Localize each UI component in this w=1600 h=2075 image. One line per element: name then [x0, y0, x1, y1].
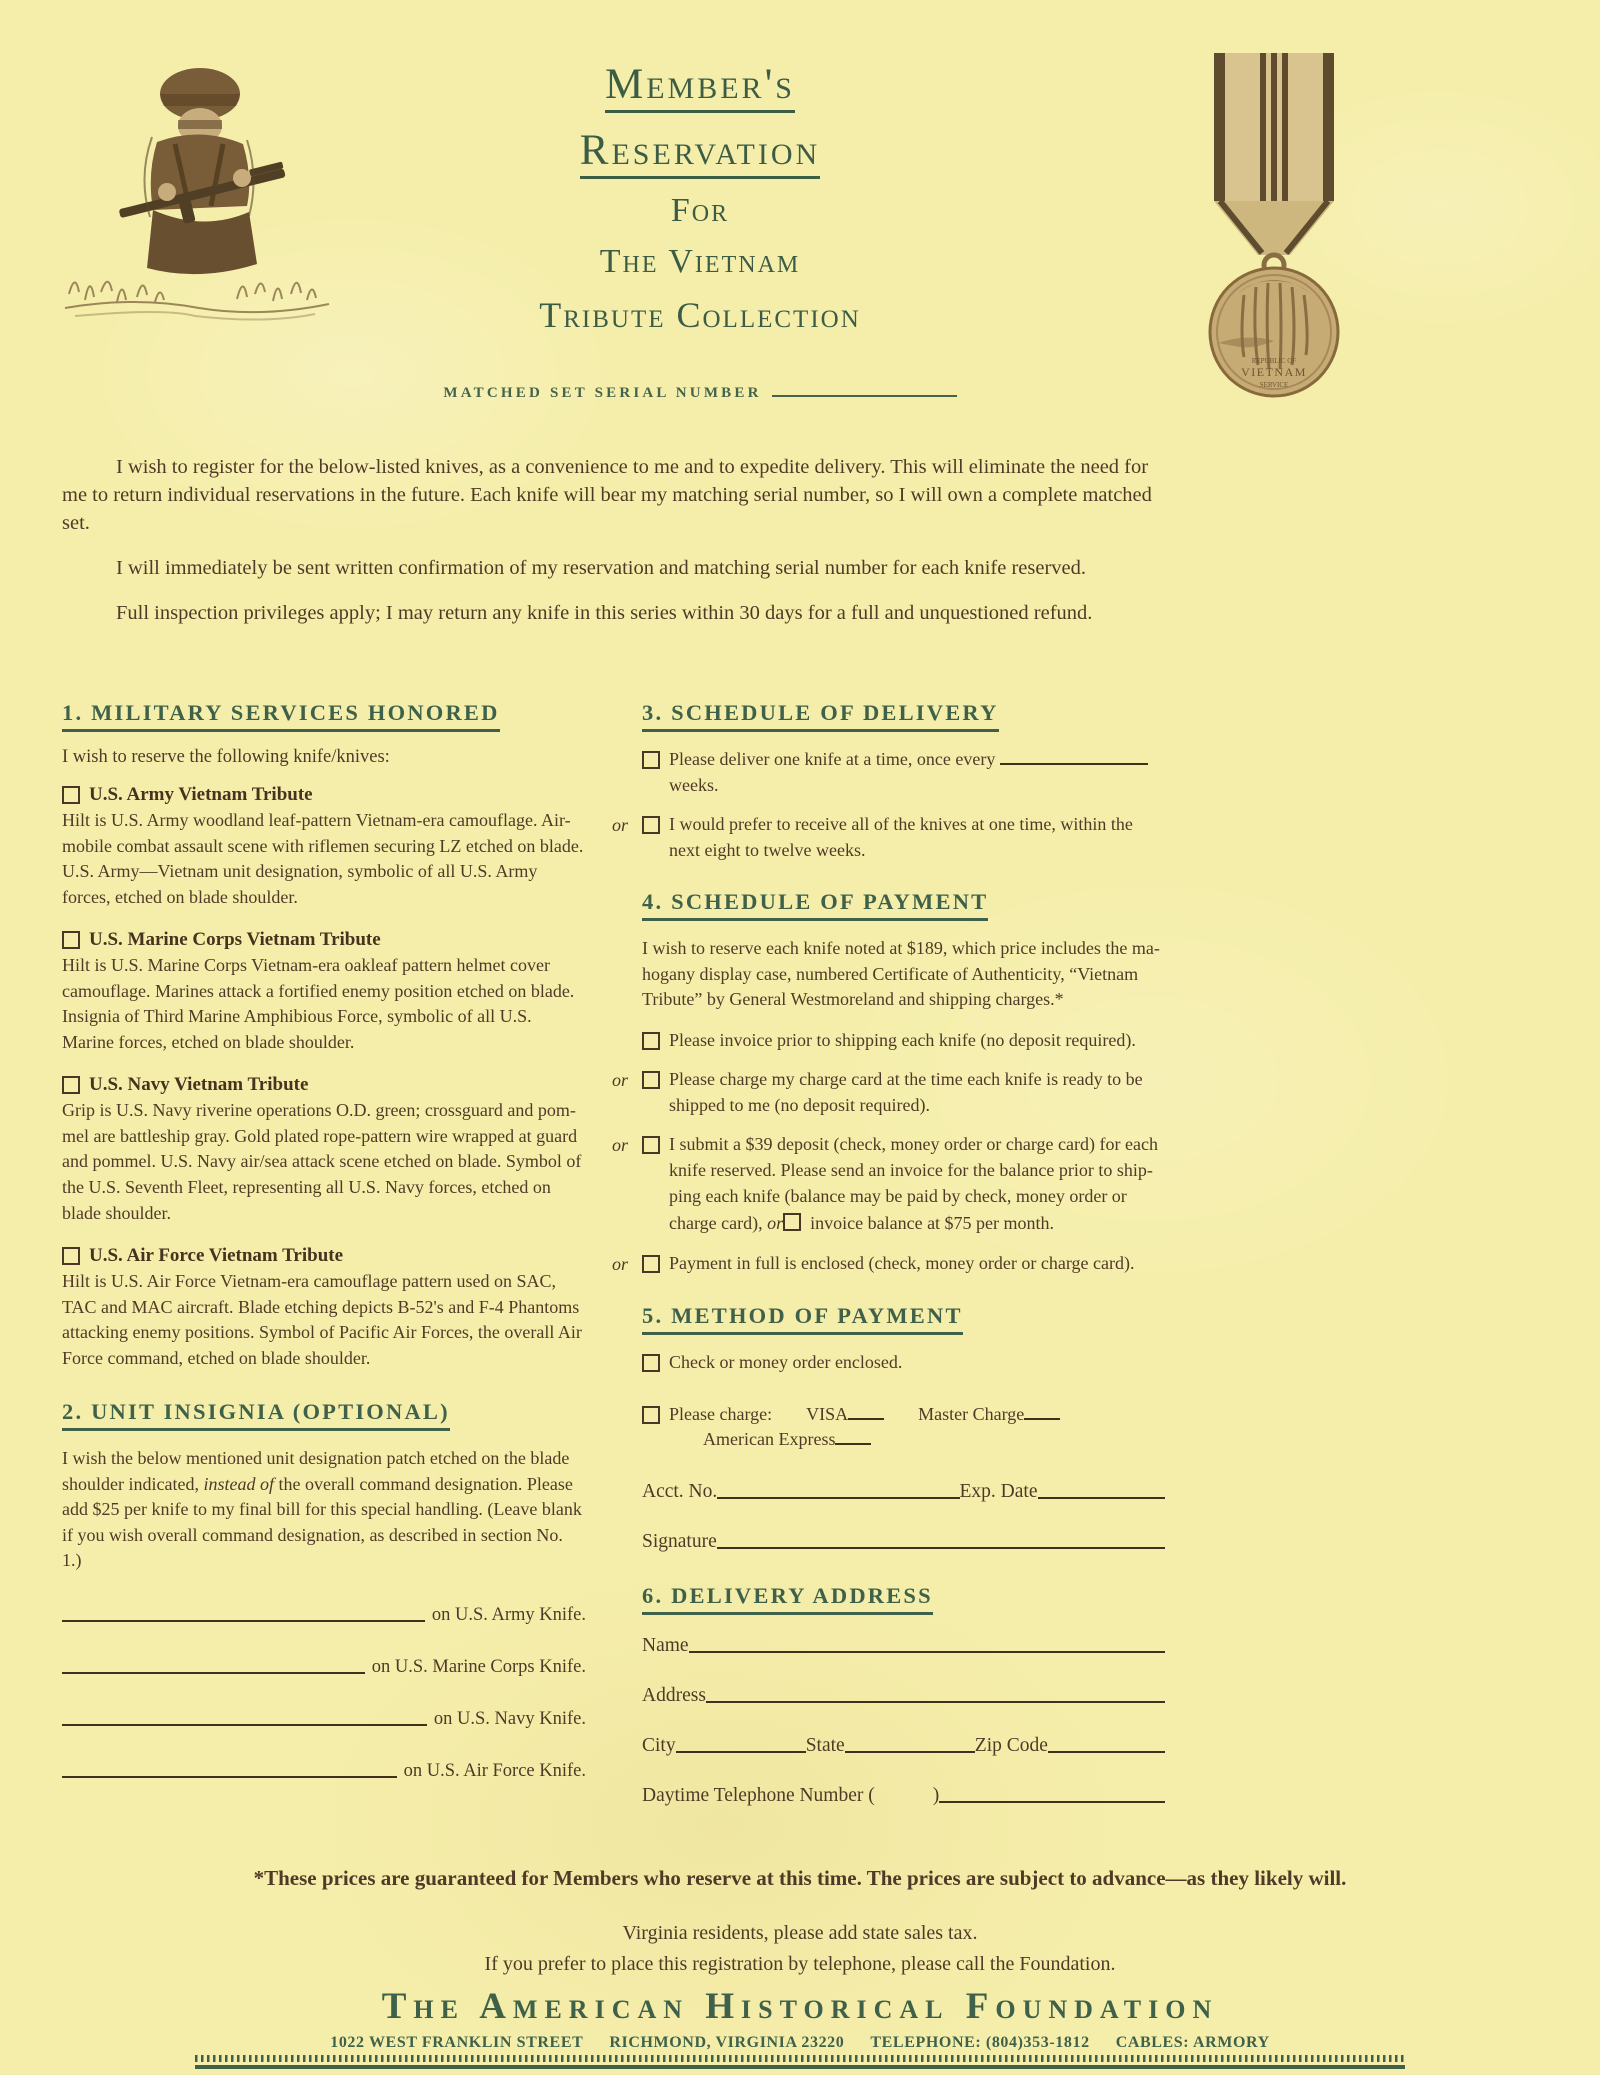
or-word: or	[612, 1253, 629, 1274]
decorative-rules	[195, 2055, 1405, 2069]
checkbox-army-tribute[interactable]	[62, 786, 80, 804]
insignia-label: on U.S. Marine Corps Knife.	[371, 1657, 586, 1678]
name-field[interactable]	[689, 1651, 1165, 1653]
checkbox-check-or-money-order[interactable]	[642, 1354, 660, 1372]
or-word: or	[612, 1135, 629, 1156]
title-line-5: Tribute Collection	[539, 295, 861, 335]
section2-body-a: I wish the below mentioned unit designation patch etched on the blade shoulder indicated,	[62, 1448, 570, 1494]
serial-number-row	[420, 383, 980, 402]
street-address: 1022 WEST FRANKLIN STREET	[330, 2034, 584, 2051]
checkbox-deposit-39[interactable]	[642, 1136, 660, 1154]
soldier-figure	[117, 68, 291, 274]
please-charge-label: Please charge:	[669, 1403, 773, 1424]
or-word: or	[612, 815, 629, 836]
account-row	[642, 1481, 1165, 1503]
city-state-zip: RICHMOND, VIRGINIA 23220	[609, 2034, 845, 2051]
checkbox-deliver-one-at-a-time[interactable]	[642, 751, 660, 769]
section3-heading: 3. SCHEDULE OF DELIVERY	[642, 700, 999, 732]
exp-date-label: Exp. Date	[959, 1480, 1038, 1502]
method-check-row	[612, 1350, 1165, 1376]
signature-row	[642, 1531, 1165, 1553]
state-label: State	[805, 1734, 845, 1756]
insignia-field-navy[interactable]	[62, 1724, 427, 1726]
address-field[interactable]	[706, 1701, 1165, 1703]
or-spacer	[612, 1028, 642, 1029]
knife-title: U.S. Army Vietnam Tribute	[89, 784, 313, 805]
zip-code-label: Zip Code	[974, 1734, 1048, 1756]
left-column	[62, 700, 586, 1782]
right-column	[612, 700, 1165, 1807]
delivery-option-1-text: Please deliver one knife at a time, once every	[669, 749, 996, 769]
american-express-field[interactable]	[835, 1431, 871, 1445]
insignia-label: on U.S. Navy Knife.	[433, 1709, 586, 1730]
delivery-option-2	[612, 812, 1165, 863]
delivery-option-2-text: I would prefer to receive all of the knives at one time, within the next eight to twelve weeks.	[669, 814, 1133, 860]
medal-text-vietnam: VIETNAM	[1241, 365, 1307, 379]
checkbox-invoice-75-per-month[interactable]	[783, 1213, 801, 1231]
or-word-inline: or	[767, 1213, 784, 1234]
foundation-address	[0, 2034, 1600, 2052]
section1-heading: 1. MILITARY SERVICES HONORED	[62, 700, 500, 732]
serial-number-label: MATCHED SET SERIAL NUMBER	[443, 385, 762, 401]
master-charge-field[interactable]	[1024, 1406, 1060, 1420]
insignia-row-airforce	[62, 1761, 586, 1782]
insignia-field-airforce[interactable]	[62, 1776, 397, 1778]
phone-row	[642, 1785, 1165, 1807]
or-word: or	[612, 1070, 629, 1091]
address-label: Address	[642, 1684, 706, 1706]
exp-date-field[interactable]	[1038, 1497, 1166, 1499]
telephone: TELEPHONE: (804)353-1812	[870, 2034, 1090, 2051]
medal-ribbon	[1214, 53, 1334, 255]
payment-option-3	[612, 1132, 1165, 1236]
payment-option-3-text-a: I submit a $39 deposit (check, money order or charge card) for each knife reserved. Please send an invoice for the balance prior to ship-ping each knife (balance may be paid by check, money order or charge card),	[669, 1134, 1158, 1234]
weeks-label: weeks.	[669, 774, 719, 795]
section4-heading: 4. SCHEDULE OF PAYMENT	[642, 889, 988, 921]
intro-paragraph-1: I wish to register for the below-listed knives, as a convenience to me and to expedite delivery. This will eliminate the need for me to return individual reservations in the future. Each knife will bear my matching serial number, so I will own a complete matched set.	[62, 456, 1152, 535]
visa-label: VISA	[806, 1403, 849, 1424]
checkbox-charge-when-ready[interactable]	[642, 1071, 660, 1089]
medal-text-service: SERVICE	[1259, 381, 1289, 389]
section5-heading: 5. METHOD OF PAYMENT	[642, 1303, 963, 1335]
intro-paragraph-3: Full inspection privileges apply; I may return any knife in this series within 30 days for a full and unquestioned refund.	[116, 602, 1093, 625]
insignia-field-army[interactable]	[62, 1620, 425, 1622]
phone-close-paren: )	[932, 1784, 940, 1806]
name-row	[642, 1635, 1165, 1657]
section2-body-b: the overall command designation. Please add $25 per knife to my final bill for this special handling. (Leave blank if you wish overall command designation, as described in section No. 1.)	[62, 1473, 582, 1571]
name-label: Name	[642, 1634, 689, 1656]
knife-item-army	[62, 784, 586, 910]
payment-option-1-text: Please invoice prior to shipping each knife (no deposit required).	[669, 1029, 1136, 1050]
or-spacer	[612, 1350, 642, 1351]
vietnam-service-medal-illustration	[1178, 45, 1370, 405]
medal-disc	[1210, 268, 1338, 396]
knife-description: Hilt is U.S. Air Force Vietnam-era camouflage pattern used on SAC, TAC and MAC aircraft. Blade etching depicts B-52's and F-4 Phantoms attacking enemy positions. Symbol of Pacific Air Forces, the overall Air Force command, etched on blade shoulder.	[62, 1271, 582, 1368]
telephone-note: If you prefer to place this registration by telephone, please call the Foundation.	[484, 1953, 1116, 1975]
knife-item-airforce	[62, 1245, 586, 1371]
checkbox-please-charge[interactable]	[642, 1406, 660, 1424]
grass-strokes	[65, 282, 329, 320]
sales-tax-note: Virginia residents, please add state sales tax.	[622, 1922, 978, 1944]
method-check-text: Check or money order enclosed.	[669, 1352, 903, 1373]
knife-description: Grip is U.S. Navy riverine operations O.D. green; crossguard and pom-mel are battleship gray. Gold plated rope-pattern wire wrapped at guard and pommel. U.S. Navy air/sea attack scene etched on blade. Symbol of the U.S. Seventh Fleet, representing all U.S. Navy forces, etched on blade shoulder.	[62, 1100, 582, 1223]
section2-heading: 2. UNIT INSIGNIA (OPTIONAL)	[62, 1399, 450, 1431]
city-label: City	[642, 1734, 676, 1756]
title-line-1: Member's	[420, 60, 980, 113]
payment-option-1	[612, 1028, 1165, 1054]
serial-number-field[interactable]	[772, 383, 957, 397]
payment-option-4-text: Payment in full is enclosed (check, money order or charge card).	[669, 1252, 1135, 1273]
phone-number-field[interactable]	[939, 1801, 1165, 1803]
solid-rule	[195, 2065, 1405, 2069]
checkbox-receive-all-at-once[interactable]	[642, 816, 660, 834]
knife-item-navy	[62, 1074, 586, 1226]
knife-description: Hilt is U.S. Army woodland leaf-pattern Vietnam-era camouflage. Air-mobile combat assault scene with riflemen securing LZ etched on blade. U.S. Army—Vietnam unit designation, symbolic of all U.S. Army forces, etched on blade shoulder.	[62, 810, 584, 907]
phone-label: Daytime Telephone Number (	[642, 1784, 875, 1806]
checkbox-invoice-prior[interactable]	[642, 1032, 660, 1050]
zigzag-rule	[195, 2055, 1405, 2062]
checkbox-navy-tribute[interactable]	[62, 1076, 80, 1094]
knife-title: U.S. Navy Vietnam Tribute	[89, 1074, 309, 1096]
section6-heading: 6. DELIVERY ADDRESS	[642, 1583, 933, 1615]
knife-description: Hilt is U.S. Marine Corps Vietnam-era oakleaf pattern helmet cover camouflage. Marines attack a fortified enemy position etched on blade. Insignia of Third Marine Amphibious Force, symbolic of all U.S. Marine forces, etched on blade shoulder.	[62, 955, 575, 1052]
payment-option-2-text: Please charge my charge card at the time each knife is ready to be shipped to me (no deposit required).	[669, 1069, 1143, 1115]
weeks-interval-field[interactable]	[1000, 751, 1148, 765]
checkbox-marine-tribute[interactable]	[62, 931, 80, 949]
form-title	[420, 60, 980, 349]
or-spacer	[612, 1402, 642, 1403]
section2-body-italic: instead of	[203, 1473, 274, 1494]
checkbox-payment-in-full[interactable]	[642, 1255, 660, 1273]
insignia-row-army	[62, 1605, 586, 1626]
signature-label: Signature	[642, 1530, 717, 1552]
knife-title: U.S. Marine Corps Vietnam Tribute	[89, 929, 381, 951]
insignia-label: on U.S. Air Force Knife.	[403, 1761, 586, 1782]
insignia-label: on U.S. Army Knife.	[431, 1605, 586, 1626]
knife-item-marine	[62, 929, 586, 1055]
acct-no-label: Acct. No.	[642, 1480, 718, 1502]
insignia-field-marine[interactable]	[62, 1672, 365, 1674]
delivery-option-1	[612, 747, 1165, 798]
title-line-3: For	[670, 192, 730, 229]
cables: CABLES: ARMORY	[1115, 2034, 1270, 2051]
zip-code-field[interactable]	[1048, 1751, 1165, 1753]
section4-intro: I wish to reserve each knife noted at $189, which price includes the ma-hogany display case, numbered Certificate of Authenticity, “Vietnam Tribute” by General Westmoreland and shipping charges.*	[642, 938, 1160, 1010]
foundation-name: The American Historical Foundation	[381, 1986, 1219, 2027]
section1-lead: I wish to reserve the following knife/knives:	[62, 747, 390, 767]
intro-paragraphs	[62, 453, 1177, 644]
intro-paragraph-2: I will immediately be sent written confirmation of my reservation and matching serial number for each knife reserved.	[116, 557, 1086, 580]
city-state-zip-row	[642, 1735, 1165, 1757]
medal-text-republic: REPUBLIC OF	[1251, 357, 1297, 365]
section2-body	[62, 1446, 586, 1574]
visa-field[interactable]	[848, 1406, 884, 1420]
checkbox-airforce-tribute[interactable]	[62, 1247, 80, 1265]
address-row	[642, 1685, 1165, 1707]
insignia-row-navy	[62, 1709, 586, 1730]
title-line-4: The Vietnam	[599, 243, 801, 280]
soldier-sketch-illustration	[55, 42, 345, 327]
master-charge-label: Master Charge	[918, 1403, 1025, 1424]
knife-title: U.S. Air Force Vietnam Tribute	[89, 1245, 344, 1267]
title-line-2: Reservation	[420, 126, 980, 179]
american-express-label: American Express	[703, 1429, 836, 1450]
payment-option-3-text-b: invoice balance at $75 per month.	[810, 1213, 1055, 1234]
state-field[interactable]	[845, 1751, 975, 1753]
price-guarantee-note: *These prices are guaranteed for Members who reserve at this time. The prices are subject to advance—as they likely will.	[253, 1866, 1347, 1890]
payment-option-2	[612, 1067, 1165, 1118]
signature-field[interactable]	[717, 1547, 1165, 1549]
or-spacer	[612, 747, 642, 748]
account-number-field[interactable]	[717, 1497, 959, 1499]
insignia-row-marine	[62, 1657, 586, 1678]
city-field[interactable]	[676, 1751, 806, 1753]
payment-option-4	[612, 1251, 1165, 1278]
charge-card-row	[612, 1402, 1165, 1453]
